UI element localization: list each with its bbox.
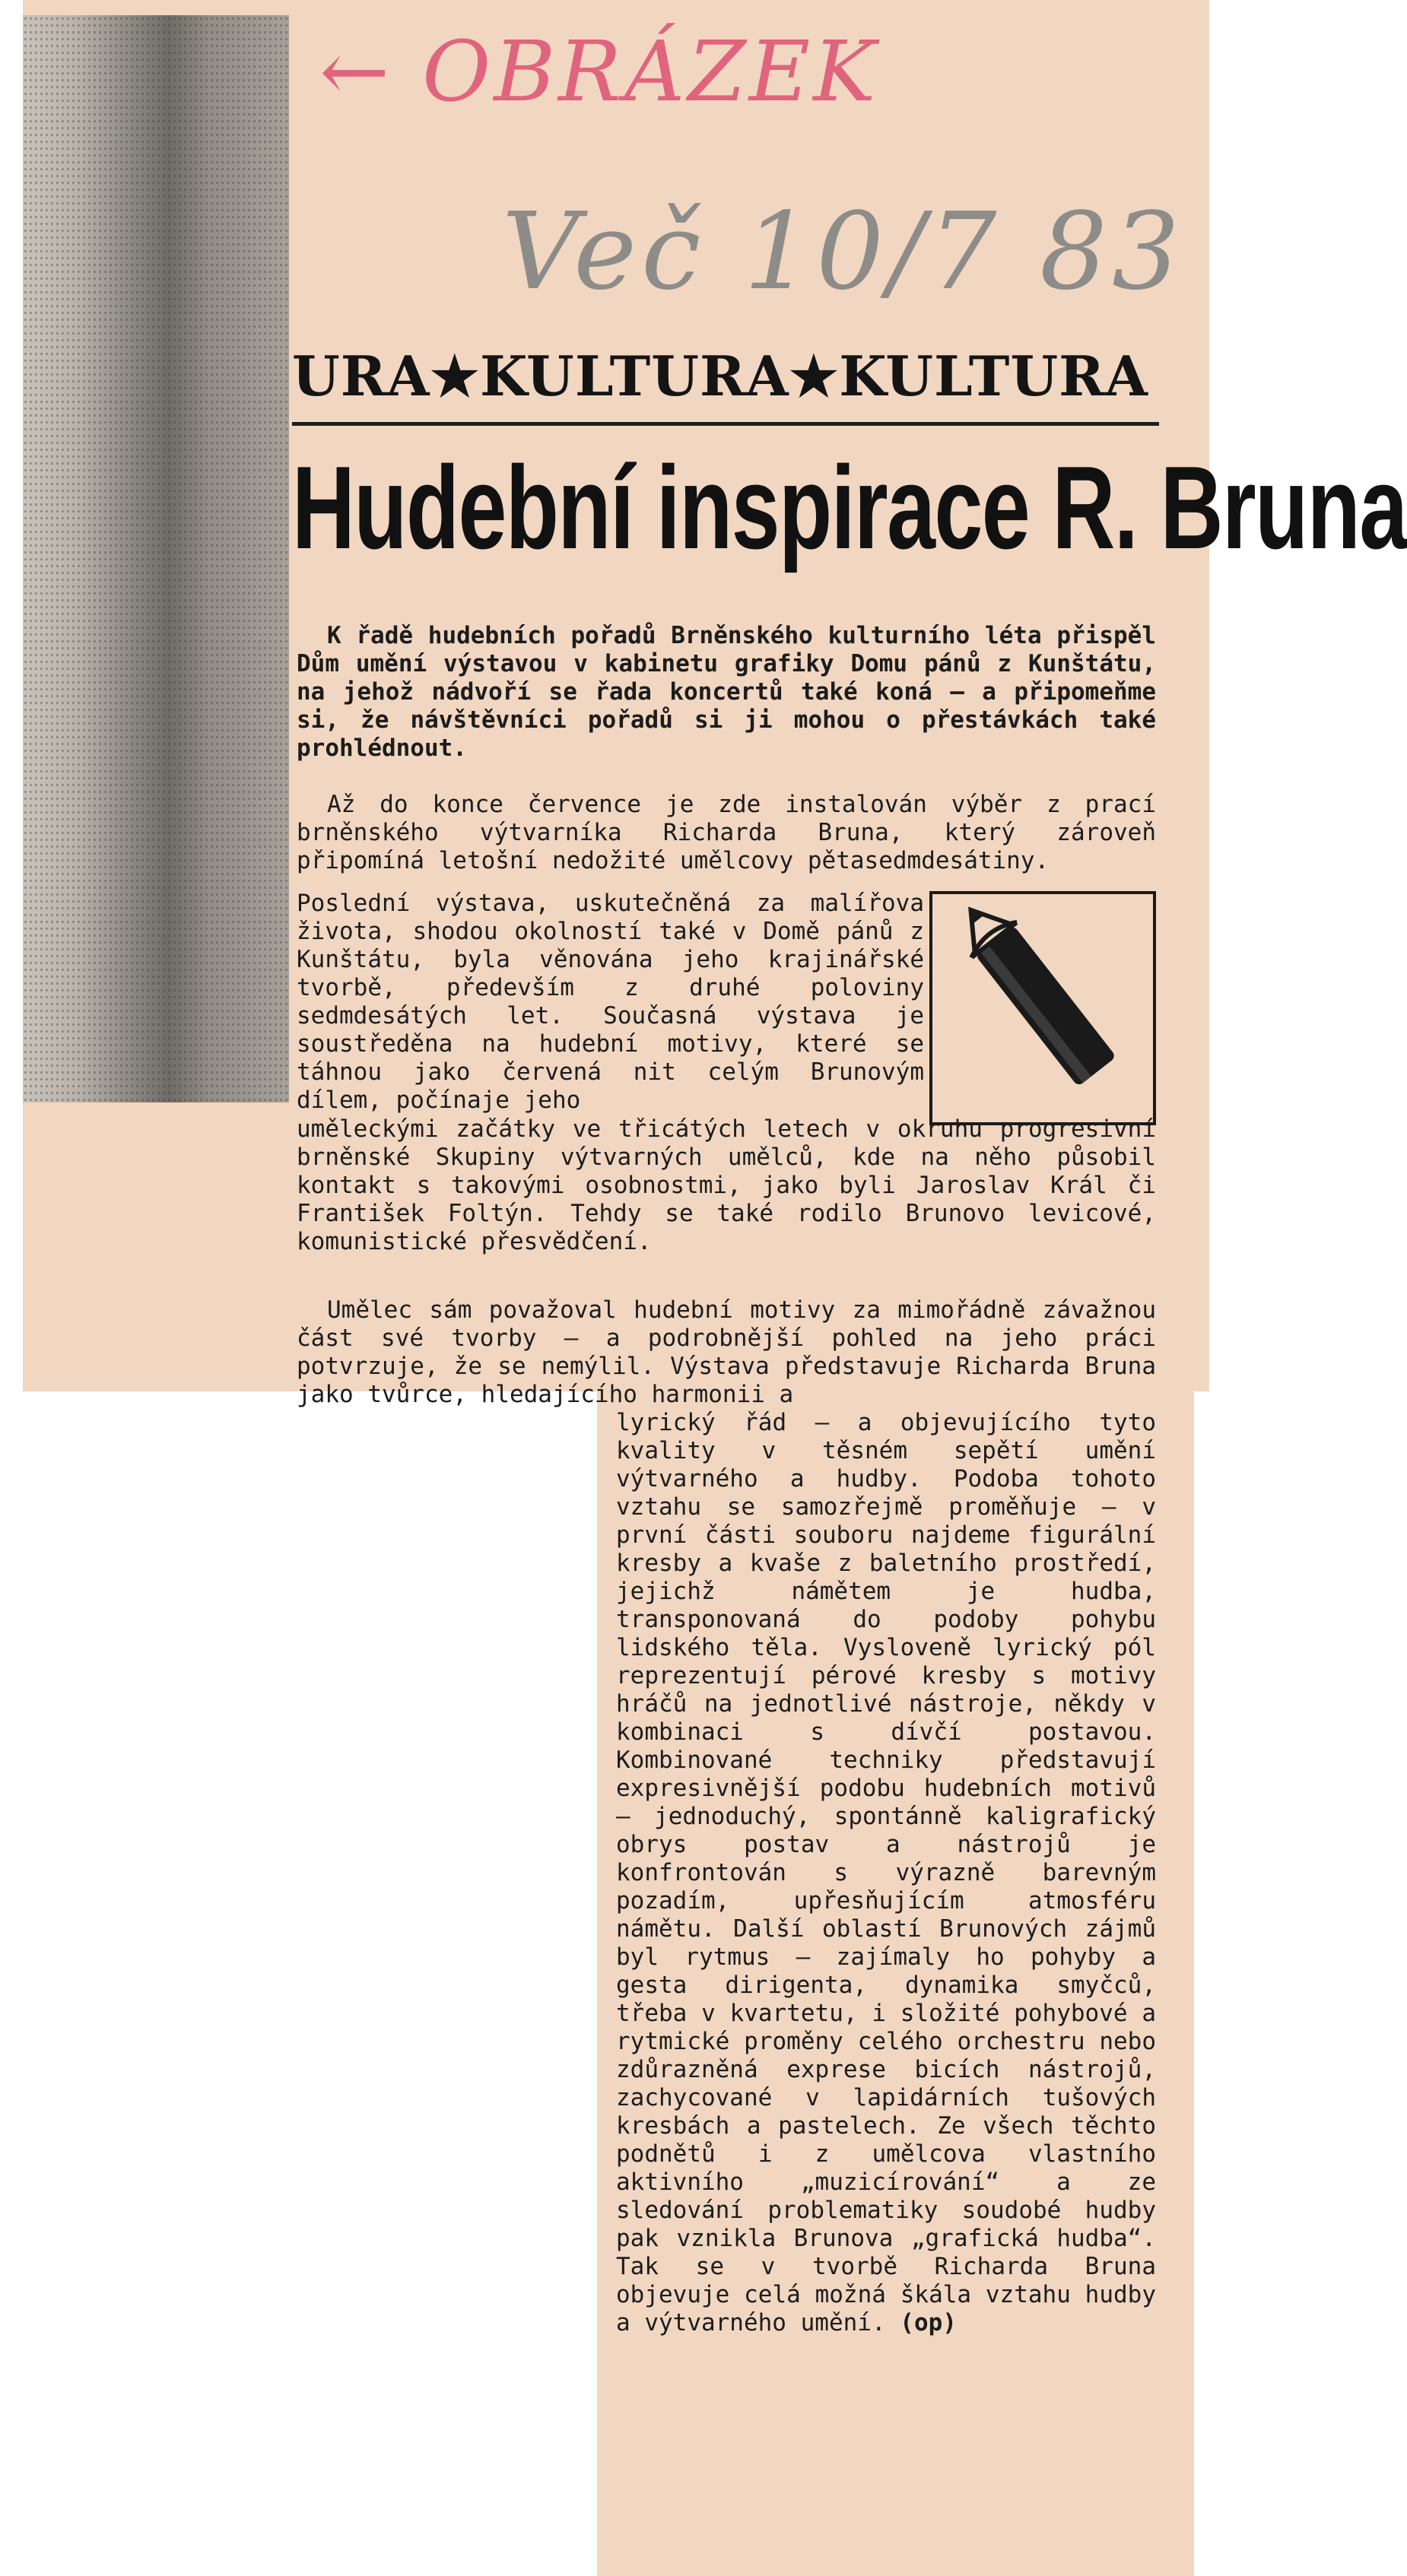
column-logo (929, 891, 1156, 1125)
handwritten-note: ← OBRÁZEK (319, 23, 879, 120)
halftone-photo-strip (23, 15, 289, 1102)
article-paragraph-2: Umělec sám považoval hudební motivy za mimořádně závažnou část své tvorby — a podrobnější pohled na jeho práci potvrzuje, že se nemýlil. Výstava představuje Richarda Bruna jako tvůrce, hledajícího harmonii a (297, 1296, 1156, 1408)
section-banner: URA★KULTURA★KULTURA (292, 344, 1148, 408)
article-paragraph-1-wrap: Poslední výstava, uskutečněná za malířova života, shodou okolností také v Domě pánů z Kunštátu, byla věnována jeho krajinářské tvorbě, především z druhé poloviny sedmdesátých let. Současná výstava je soustředěna na hudební motivy, které se táhnou jako červená nit celým Brunovým dílem, počínaje jeho (297, 890, 924, 1114)
article-lead: K řadě hudebních pořadů Brněnského kulturního léta přispěl Dům umění výstavou v kabinetu grafiky Domu pánů z Kunštátu, na jehož nádvoří se řada koncertů také koná — a připomeňme si, že návštěvníci pořadů si ji mohou o přestávkách také prohlédnout. (297, 622, 1156, 762)
article-paragraph-2-column (616, 1409, 1156, 2337)
article-paragraph-1-end: uměleckými začátky ve třicátých letech v okruhu progresivní brněnské Skupiny výtvarných umělců, kde na něho působil kontakt s takovými osobnostmi, jako byli Jaroslav Král či František Foltýn. Tehdy se také rodilo Brunovo levicové, komunistické přesvědčení. (297, 1115, 1156, 1255)
header-rule (292, 422, 1159, 426)
article-headline: Hudební inspirace R. Bruna (292, 442, 1407, 573)
pencil-icon (932, 894, 1153, 1122)
article-paragraph-2-text: lyrický řád — a objevujícího tyto kvality v těsném sepětí umění výtvarného a hudby. Podoba tohoto vztahu se samozřejmě proměňuje — v první části souboru najdeme figurální kresby a kvaše z baletního prostředí, jejichž námětem je hudba, transponovaná do podoby pohybu lidského těla. Vysloveně lyrický pól reprezentují pérové kresby s motivy hráčů na jednotlivé nástroje, někdy v kombinaci s dívčí postavou. Kombinované techniky představují expresivnější podobu hudebních motivů — jednoduchý, spontánně kaligrafický obrys postav a nástrojů je konfrontován s výrazně barevným pozadím, upřesňujícím atmosféru námětu. Další oblastí Brunových zájmů byl rytmus — zajímaly ho pohyby a gesta dirigenta, dynamika smyčců, třeba v kvartetu, i složité pohybové a rytmické proměny celého orchestru nebo zdůrazněná exprese bicích nástrojů, zachycované v lapidárních tušových kresbách a pastelech. Ze všech těchto podnětů i z umělcova vlastního aktivního „muzicírování“ a ze sledování problematiky soudobé hudby pak vznikla Brunova „grafická hudba“. Tak se v tvorbě Richarda Bruna objevuje celá možná škála vztahu hudby a výtvarného umění. (616, 1409, 1156, 2336)
article-paragraph-1: Až do konce července je zde instalován výběr z prací brněnského výtvarníka Richarda Bruna, který zároveň připomíná letošní nedožité umělcovy pětasedmdesátiny. (297, 791, 1156, 874)
handwritten-date: Več 10/7 83 (502, 190, 1185, 314)
article-byline: (op) (900, 2309, 957, 2336)
